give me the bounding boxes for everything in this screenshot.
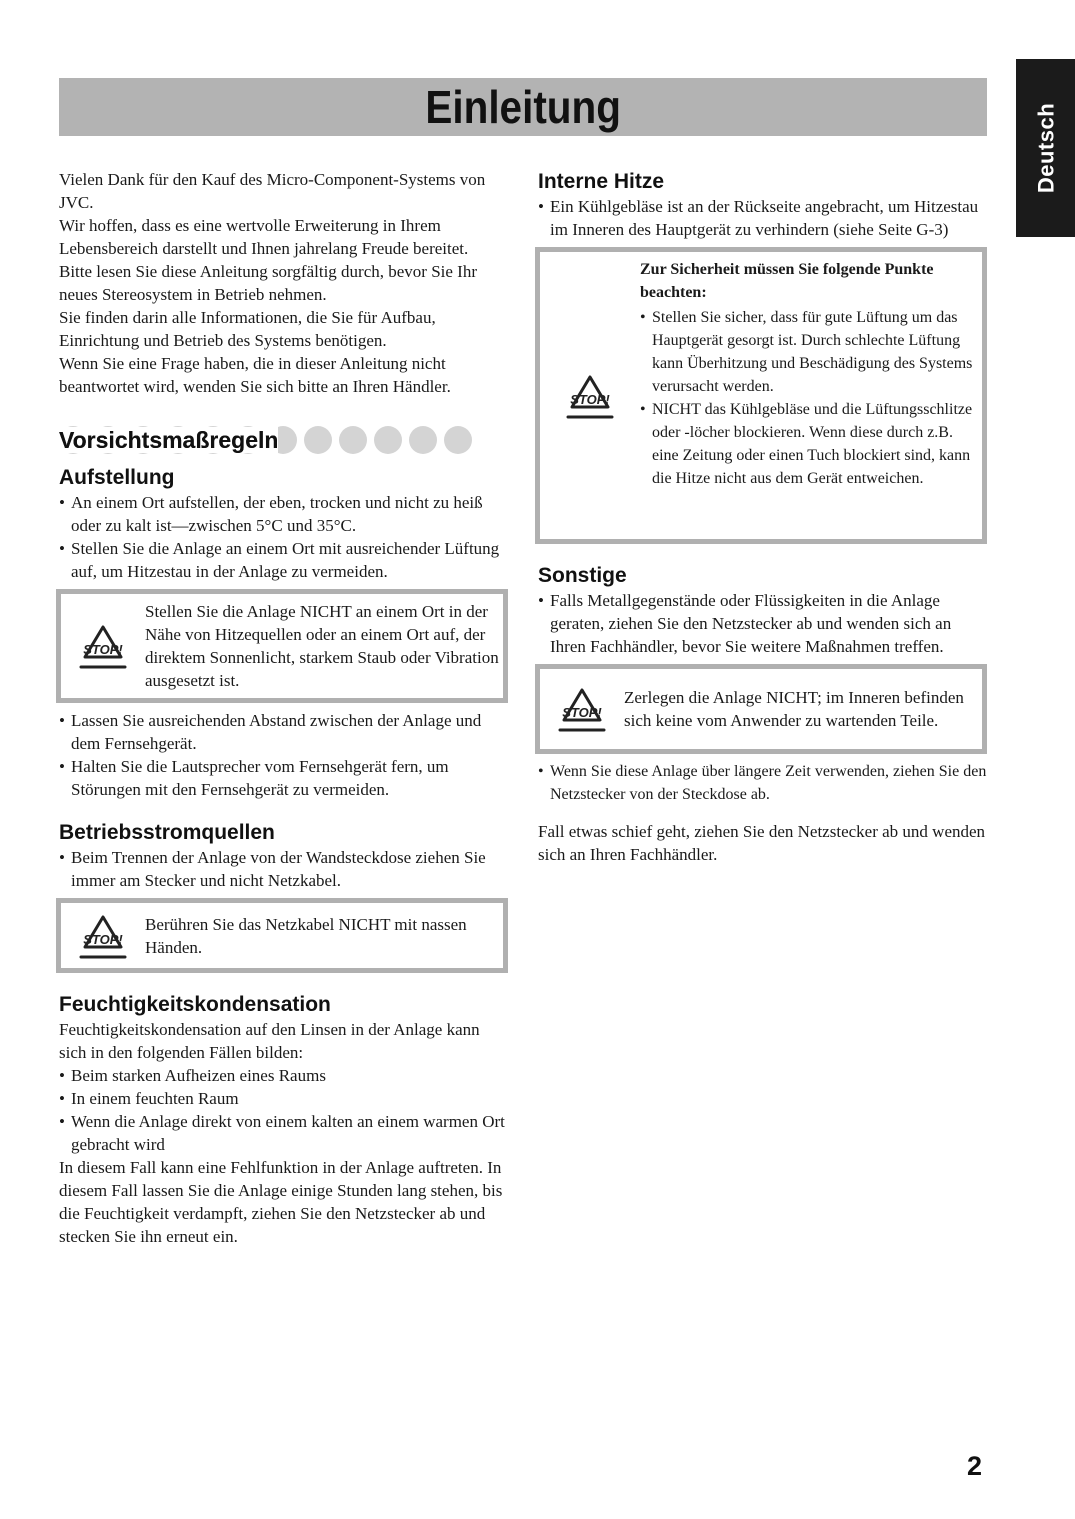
intro-paragraph: Sie finden darin alle Informationen, die Sie für Aufbau, Einrichtung und Betrieb des Systems benötigen. [59,308,436,350]
list-item: • Falls Metallgegenstände oder Flüssigkeiten in die Anlage geraten, ziehen Sie den Netzstecker ab und wenden sich an Ihren Fachhändler, bevor Sie weitere Maßnahmen treffen. [538,589,988,658]
condensation-intro: Feuchtigkeitskondensation auf den Linsen in der Anlage kann sich in den folgenden Fällen bilden: [59,1020,480,1062]
heat-list [538,195,988,241]
power-warning-box [56,898,508,973]
stop-icon [61,911,145,961]
stop-icon [61,621,145,671]
heat-heading: Interne Hitze [538,170,665,193]
heat-warning-title: Zur Sicherheit müssen Sie folgende Punkte beachten: [640,261,934,301]
list-item: • Stellen Sie die Anlage an einem Ort mit ausreichender Lüftung auf, um Hitzestau in der Anlage zu vermeiden. [59,537,509,583]
stop-icon [540,684,624,734]
precautions-header [59,424,509,458]
heat-warning-content [640,252,982,539]
list-item: • An einem Ort aufstellen, der eben, trocken und nicht zu heiß oder zu kalt ist—zwischen 5°C und 35°C. [59,491,509,537]
language-tab [1016,59,1075,237]
power-list [59,846,509,892]
list-item: • In einem feuchten Raum [59,1087,509,1110]
svg-text:STOP!: STOP! [570,391,610,407]
condensation-outro: In diesem Fall kann eine Fehlfunktion in der Anlage auftreten. In diesem Fall lassen Sie die Anlage einige Stunden lang stehen, bis die Feuchtigkeit verdampft, ziehen Sie den Netzstecker ab und stecken Sie ihn erneut ein. [59,1158,503,1246]
setup-heading: Aufstellung [59,466,175,489]
setup-warning-box [56,589,508,703]
power-heading: Betriebsstromquellen [59,821,275,844]
list-item: • Stellen Sie sicher, dass für gute Lüftung um das Hauptgerät gesorgt ist. Durch schlechte Lüftung kann Überhitzung und Beschädigung des Systems verursacht werden. [640,306,974,398]
intro-text [59,168,509,398]
left-column [59,168,509,1248]
stop-icon [540,252,640,539]
other-warning-box [535,664,987,754]
list-item: • Ein Kühlgebläse ist an der Rückseite angebracht, um Hitzestau im Inneren des Hauptgerät zu verhindern (siehe Seite G-3) [538,195,988,241]
heat-warning-list [640,306,974,490]
list-item: • Beim Trennen der Anlage von der Wandsteckdose ziehen Sie immer am Stecker und nicht Netzkabel. [59,846,509,892]
closing-text: Fall etwas schief geht, ziehen Sie den Netzstecker ab und wenden sich an Ihren Fachhändler. [538,822,986,864]
setup-list-after [59,709,509,801]
intro-paragraph: Vielen Dank für den Kauf des Micro-Component-Systems von JVC. [59,170,486,212]
svg-text:STOP!: STOP! [83,931,123,947]
intro-paragraph: Wenn Sie eine Frage haben, die in dieser Anleitung nicht beantwortet wird, wenden Sie sich bitte an Ihren Händler. [59,354,451,396]
list-item: • Beim starken Aufheizen eines Raums [59,1064,509,1087]
other-heading: Sonstige [538,564,627,587]
condensation-list [59,1064,509,1156]
power-warning-text: Berühren Sie das Netzkabel NICHT mit nassen Händen. [145,914,467,957]
title-bar [59,78,987,136]
other-list [538,589,988,658]
page-title: Einleitung [425,81,621,133]
right-column [538,168,988,866]
list-item: • NICHT das Kühlgebläse und die Lüftungsschlitze oder -löcher blockieren. Wenn diese durch z.B. eine Zeitung oder einen Tuch blockiert sind, kann die Hitze nicht aus dem Gerät entweichen. [640,398,974,490]
other-warning-text: Zerlegen die Anlage NICHT; im Inneren befinden sich keine vom Anwender zu wartenden Teile. [624,688,964,730]
list-item: • Lassen Sie ausreichenden Abstand zwischen der Anlage und dem Fernsehgerät. [59,709,509,755]
condensation-heading: Feuchtigkeitskondensation [59,993,331,1016]
intro-paragraph: Bitte lesen Sie diese Anleitung sorgfältig durch, bevor Sie Ihr neues Stereosystem in Betrieb nehmen. [59,262,477,304]
setup-warning-text: Stellen Sie die Anlage NICHT an einem Ort in der Nähe von Hitzequellen oder an einem Ort auf, der direktem Sonnenlicht, starkem Staub oder Vibration ausgesetzt ist. [145,602,499,690]
setup-list [59,491,509,583]
page-number: 2 [967,1451,983,1481]
intro-paragraph: Wir hoffen, dass es eine wertvolle Erweiterung in Ihrem Lebensbereich darstellt und Ihnen jahrelang Freude bereitet. [59,216,469,258]
list-item: • Halten Sie die Lautsprecher vom Fernsehgerät fern, um Störungen mit den Fernsehgerät zu vermeiden. [59,755,509,801]
language-tab-label: Deutsch [1033,102,1058,194]
svg-text:STOP!: STOP! [83,642,123,657]
list-item: • Wenn Sie diese Anlage über längere Zeit verwenden, ziehen Sie den Netzstecker von der Steckdose ab. [538,760,988,806]
heat-warning-box [535,247,987,544]
list-item: • Wenn die Anlage direkt von einem kalten an einem warmen Ort gebracht wird [59,1110,509,1156]
precautions-heading: Vorsichtsmaßregeln [59,427,279,453]
other-list-after [538,760,988,806]
svg-text:STOP!: STOP! [562,705,602,720]
